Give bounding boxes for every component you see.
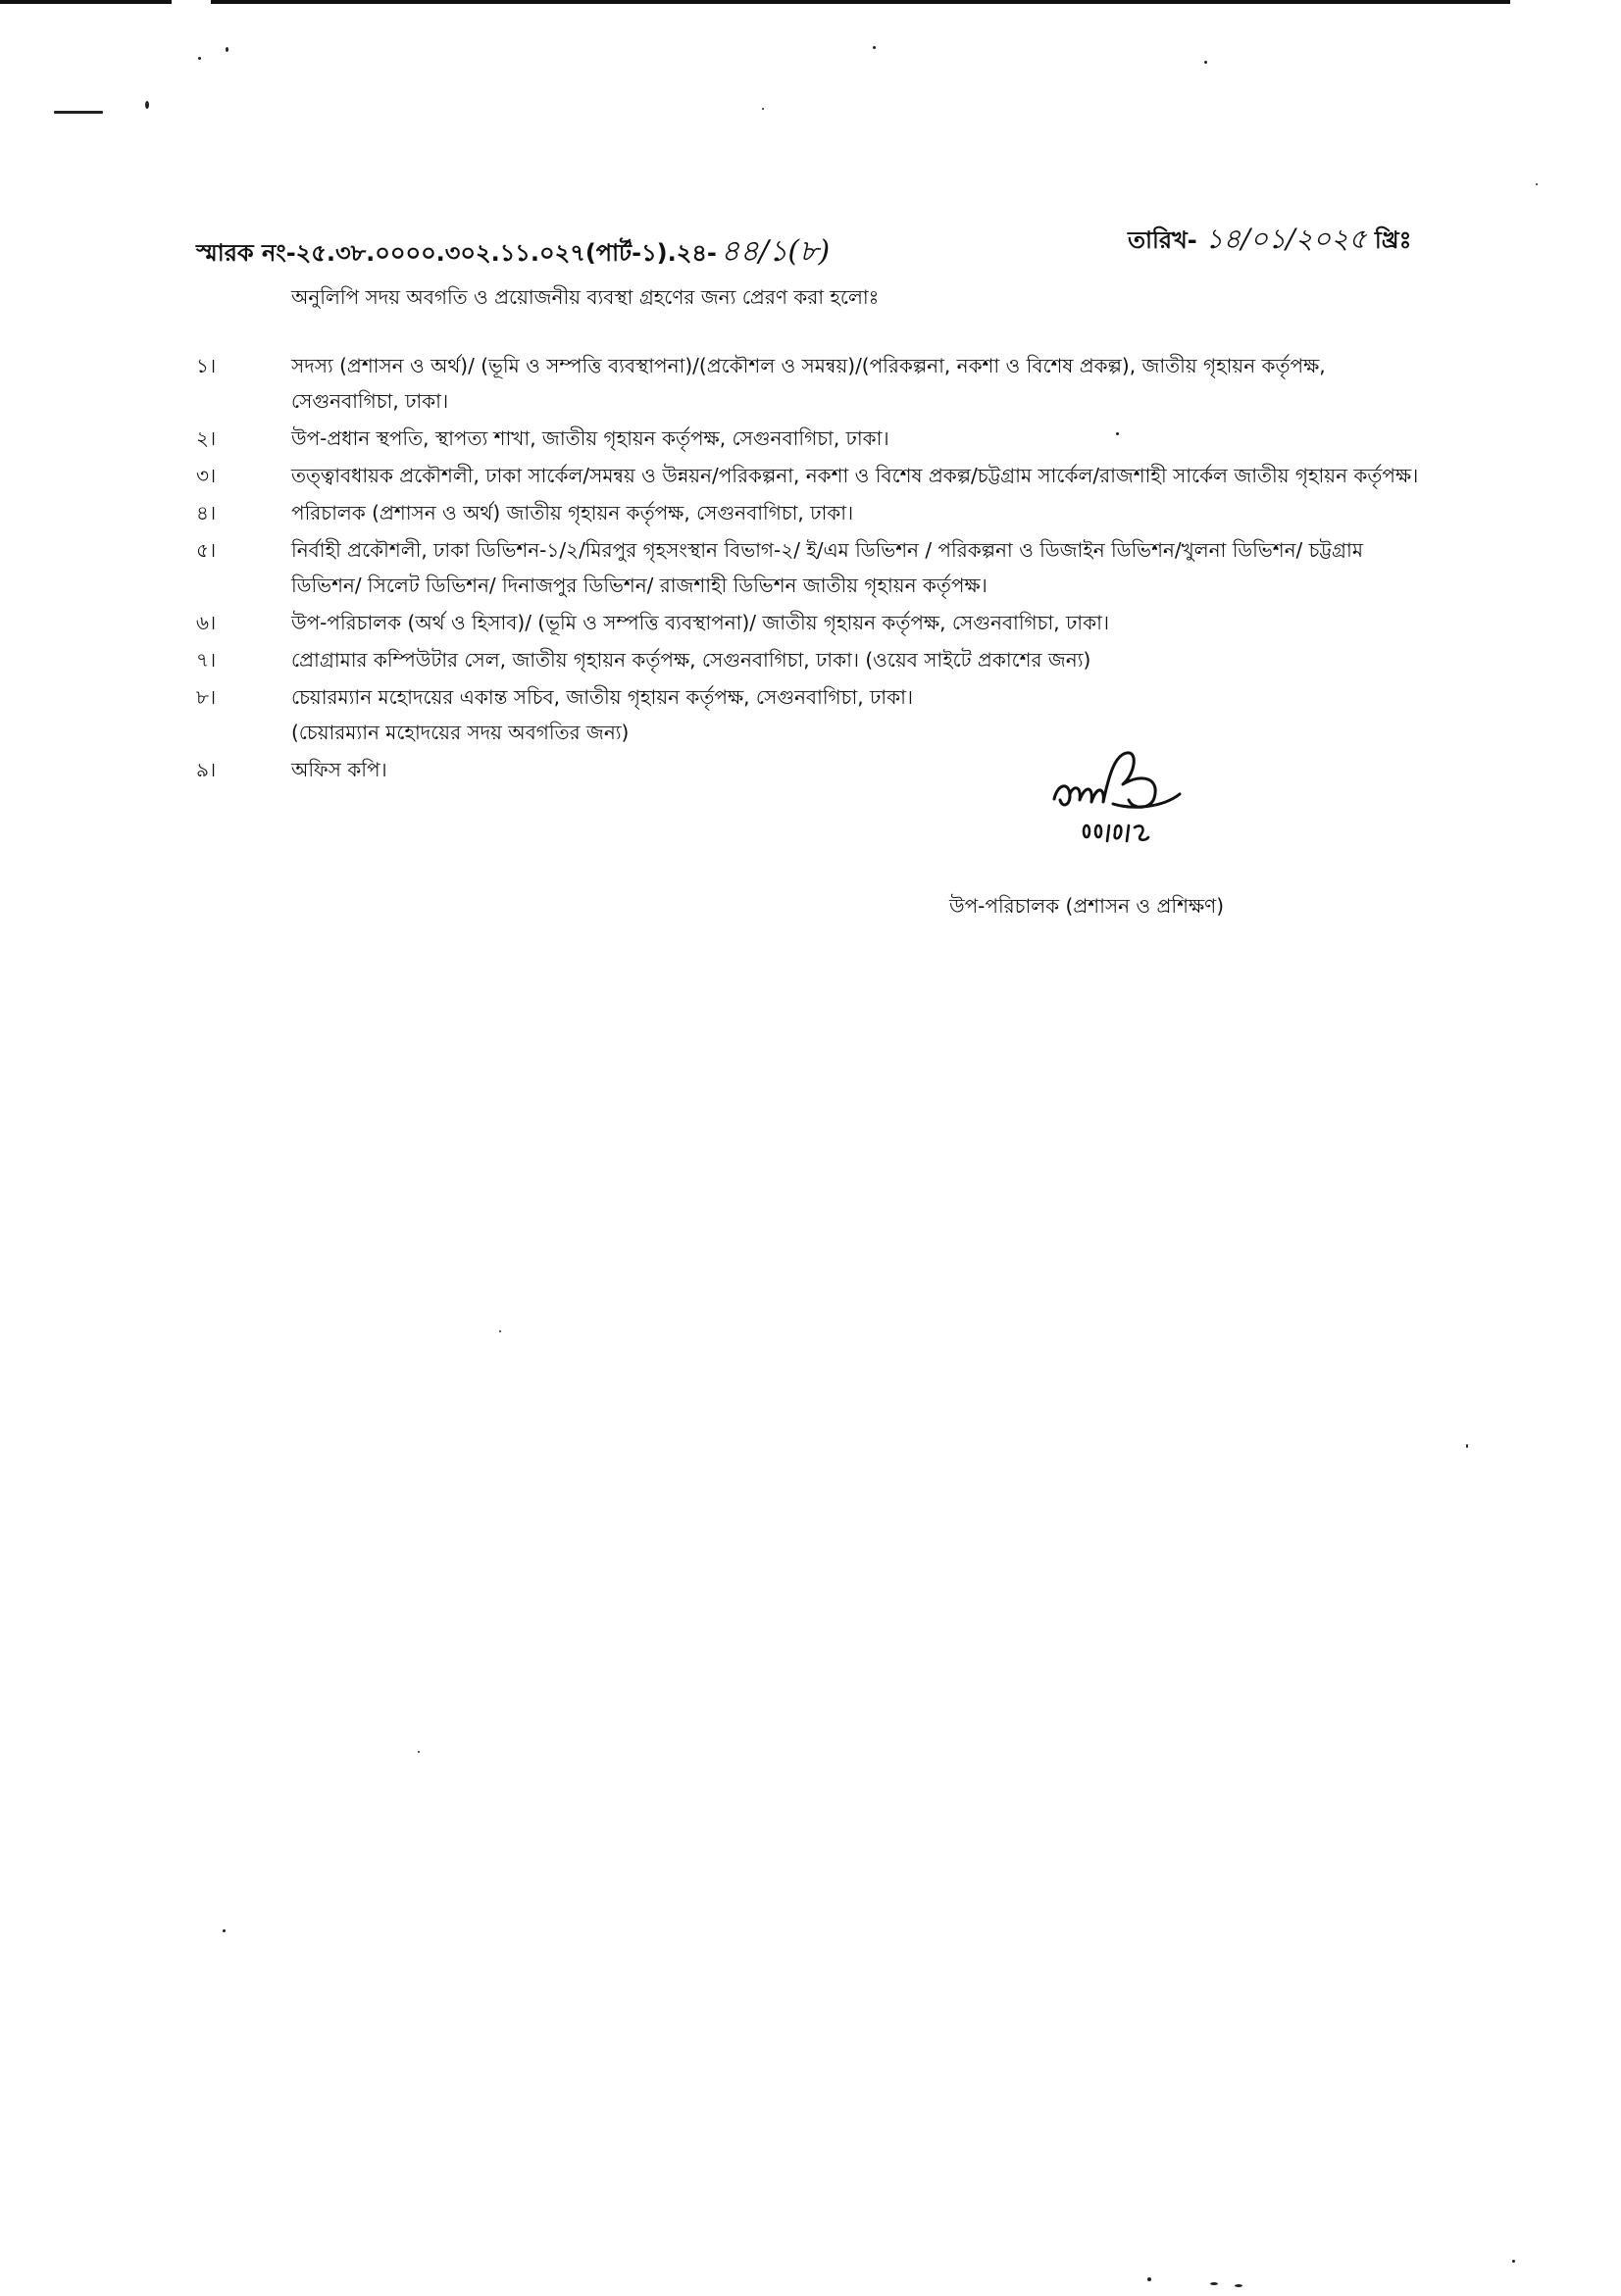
list-item-text: উপ-পরিচালক (অর্থ ও হিসাব)/ (ভূমি ও সম্পত্তি ব্যবস্থাপনা)/ জাতীয় গৃহায়ন কর্তৃপক্ষ, সেগুনবাগিচা, ঢাকা। [291, 611, 1110, 634]
handwritten-signature [1044, 745, 1201, 882]
scan-speck [1466, 1444, 1468, 1448]
memo-date [1128, 218, 1411, 264]
scan-speck [1235, 2284, 1242, 2287]
list-item-text: উপ-প্রধান স্থপতি, স্থাপত্য শাখা, জাতীয় গৃহায়ন কর্তৃপক্ষ, সেগুনবাগিচা, ঢাকা। [291, 426, 889, 450]
memo-reference [196, 227, 830, 277]
list-item-text: অফিস কপি। [291, 758, 387, 781]
recipient-list [196, 348, 1422, 789]
list-item-number: ৩। [196, 464, 217, 487]
list-item [196, 752, 1422, 787]
list-item [196, 679, 1422, 750]
scan-speck [54, 111, 103, 114]
list-item-text: সদস্য (প্রশাসন ও অর্থ)/ (ভূমি ও সম্পত্তি ব্যবস্থাপনা)/(প্রকৌশল ও সমন্বয়)/(পরিকল্পনা, নকশা ও বিশেষ প্রকল্প), জাতীয় গৃহায়ন কর্তৃপক্ষ, সেগুনবাগিচা, ঢাকা। [291, 354, 1326, 413]
list-item [196, 458, 1422, 493]
scan-edge-gap [172, 0, 211, 4]
signatory-title: উপ-পরিচালক (প্রশাসন ও প্রশিক্ষণ) [949, 894, 1225, 918]
list-item-text: পরিচালক (প্রশাসন ও অর্থ) জাতীয় গৃহায়ন কর্তৃপক্ষ, সেগুনবাগিচা, ঢাকা। [291, 501, 854, 524]
list-item [196, 495, 1422, 530]
list-item-number: ৮। [196, 685, 217, 709]
list-item [196, 532, 1422, 603]
scan-speck [418, 1751, 420, 1753]
scan-speck [226, 47, 228, 52]
date-suffix: খ্রিঃ [1374, 226, 1412, 254]
list-item-text: চেয়ারম্যান মহোদয়ের একান্ত সচিব, জাতীয় গৃহায়ন কর্তৃপক্ষ, সেগুনবাগিচা, ঢাকা। [291, 685, 914, 709]
memo-handwritten-number: ৪৪/১(৮) [720, 234, 831, 269]
date-handwritten-value: ১৪/০১/২০২৫ [1205, 223, 1367, 255]
list-item [196, 348, 1422, 419]
scan-speck [145, 101, 149, 109]
scan-speck [762, 108, 764, 110]
scan-speck [198, 57, 201, 60]
scan-speck [223, 1929, 226, 1932]
date-label: তারিখ- [1128, 226, 1197, 254]
list-item-number: ৪। [196, 501, 217, 524]
list-item-text: নির্বাহী প্রকৌশলী, ঢাকা ডিভিশন-১/২/মিরপুর গৃহসংস্থান বিভাগ-২/ ই/এম ডিভিশন / পরিকল্পনা ও ডিজাইন ডিভিশন/খুলনা ডিভিশন/ চট্টগ্রাম ডিভিশন/ সিলেট ডিভিশন/ দিনাজপুর ডিভিশন/ রাজশাহী ডিভিশন জাতীয় গৃহায়ন কর্তৃপক্ষ। [291, 538, 1363, 597]
list-item [196, 642, 1422, 677]
memo-label: স্মারক নং-২৫.৩৮.০০০০.৩০২.১১.০২৭(পার্ট-১).২৪- [196, 239, 717, 267]
list-item-number: ২। [196, 426, 217, 450]
list-item-text: প্রোগ্রামার কম্পিউটার সেল, জাতীয় গৃহায়ন কর্তৃপক্ষ, সেগুনবাগিচা, ঢাকা। (ওয়েব সাইটে প্রকাশের জন্য) [291, 648, 1091, 672]
copy-intro-text: অনুলিপি সদয় অবগতি ও প্রয়োজনীয় ব্যবস্থা গ্রহণের জন্য প্রেরণ করা হলোঃ [291, 285, 880, 309]
list-item-number: ৯। [196, 758, 217, 781]
list-item [196, 421, 1422, 456]
scan-speck [1147, 2277, 1151, 2281]
scan-speck [873, 46, 876, 49]
list-item-text: তত্ত্বাবধায়ক প্রকৌশলী, ঢাকা সার্কেল/সমন্বয় ও উন্নয়ন/পরিকল্পনা, নকশা ও বিশেষ প্রকল্প/চট্টগ্রাম সার্কেল/রাজশাহী সার্কেল জাতীয় গৃহায়ন কর্তৃপক্ষ। [291, 464, 1419, 487]
list-item-number: ৫। [196, 538, 217, 562]
scan-speck [1536, 183, 1538, 185]
list-item-number: ৬। [196, 611, 217, 634]
list-item-number: ১। [196, 354, 217, 377]
list-item [196, 605, 1422, 640]
scan-edge-bar [0, 0, 1510, 4]
scan-speck [499, 1330, 501, 1332]
scan-speck [1512, 2260, 1515, 2263]
scan-speck [1210, 2282, 1218, 2285]
list-item-number: ৭। [196, 648, 217, 672]
list-item-note: (চেয়ারম্যান মহোদয়ের সদয় অবগতির জন্য) [291, 721, 630, 744]
scan-speck [1204, 61, 1207, 64]
